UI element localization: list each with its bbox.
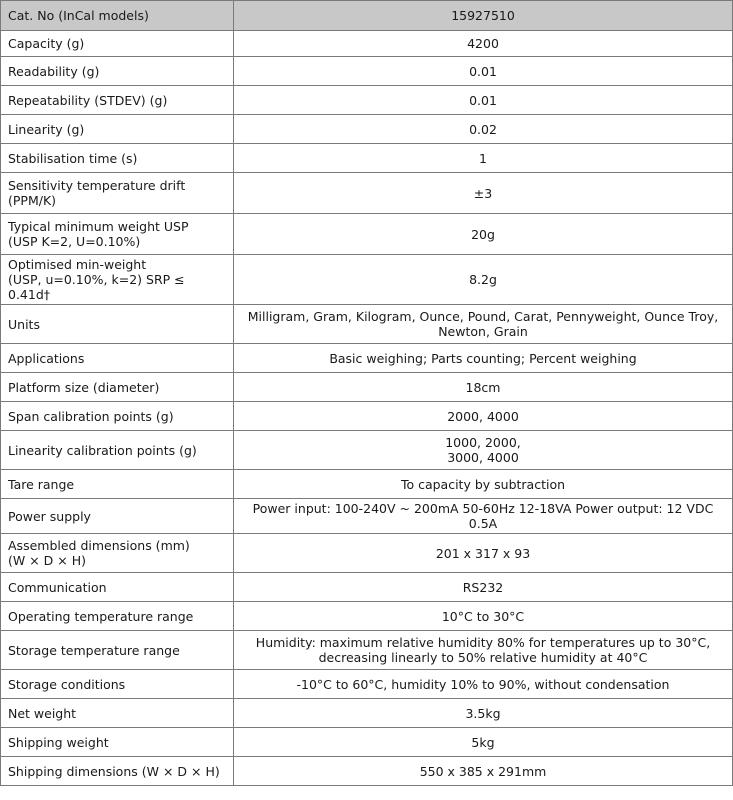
table-row bbox=[1, 670, 733, 699]
spec-label-cell bbox=[1, 728, 234, 757]
spec-value-line: 2000, 4000 bbox=[447, 408, 519, 424]
spec-value-cell bbox=[234, 670, 733, 699]
spec-label-cell bbox=[1, 402, 234, 431]
spec-value-cell bbox=[234, 57, 733, 86]
spec-label-line: Shipping weight bbox=[8, 734, 109, 750]
spec-label-line: (USP K=2, U=0.10%) bbox=[8, 234, 141, 249]
spec-value-cell bbox=[234, 602, 733, 631]
spec-value-cell bbox=[234, 344, 733, 373]
spec-label-line: Sensitivity temperature drift bbox=[8, 178, 186, 193]
spec-value-line: 4200 bbox=[467, 36, 499, 51]
spec-value-line: Basic weighing; Parts counting; Percent weighing bbox=[329, 350, 637, 366]
table-row bbox=[1, 499, 733, 534]
spec-value-line: Newton, Grain bbox=[438, 324, 528, 339]
spec-label-cell bbox=[1, 214, 234, 255]
spec-label-cell bbox=[1, 631, 234, 670]
spec-value-line: 3.5kg bbox=[465, 705, 501, 721]
spec-label-cell bbox=[1, 699, 234, 728]
header-value-cell: 15927510 bbox=[234, 1, 733, 31]
table-body bbox=[1, 31, 733, 786]
spec-value-line: decreasing linearly to 50% relative humidity at 40°C bbox=[318, 650, 648, 665]
spec-value-cell bbox=[234, 305, 733, 344]
table-row bbox=[1, 602, 733, 631]
spec-value-line: 5kg bbox=[471, 734, 495, 750]
spec-label-cell bbox=[1, 573, 234, 602]
spec-value-cell bbox=[234, 31, 733, 57]
spec-value-line: To capacity by subtraction bbox=[400, 476, 566, 492]
spec-label-cell bbox=[1, 255, 234, 305]
table-row bbox=[1, 255, 733, 305]
spec-value-line: ±3 bbox=[473, 185, 493, 201]
spec-label-cell bbox=[1, 115, 234, 144]
spec-label-line: Linearity (g) bbox=[8, 121, 85, 137]
table-row bbox=[1, 757, 733, 786]
table-row bbox=[1, 728, 733, 757]
spec-label-line: Shipping dimensions (W × D × H) bbox=[8, 763, 220, 779]
spec-label-cell bbox=[1, 670, 234, 699]
spec-label-cell bbox=[1, 470, 234, 499]
spec-label-cell bbox=[1, 757, 234, 786]
spec-value-cell bbox=[234, 214, 733, 255]
spec-label-line: Storage conditions bbox=[8, 676, 126, 692]
spec-label-cell bbox=[1, 144, 234, 173]
spec-value-line: 1 bbox=[479, 150, 487, 166]
spec-label-line: Tare range bbox=[8, 476, 75, 492]
spec-label-line: Repeatability (STDEV) (g) bbox=[8, 92, 168, 108]
spec-value-cell bbox=[234, 115, 733, 144]
spec-value-cell bbox=[234, 173, 733, 214]
spec-value-line: -10°C to 60°C, humidity 10% to 90%, without condensation bbox=[296, 676, 670, 692]
spec-value-line: 20g bbox=[471, 226, 495, 242]
table-row bbox=[1, 214, 733, 255]
table-row bbox=[1, 534, 733, 573]
table-row bbox=[1, 631, 733, 670]
spec-label-cell bbox=[1, 86, 234, 115]
spec-label-cell bbox=[1, 499, 234, 534]
spec-label-line: Capacity (g) bbox=[8, 36, 85, 51]
spec-value-line: 550 x 385 x 291mm bbox=[419, 763, 547, 779]
table-row bbox=[1, 31, 733, 57]
table-row bbox=[1, 173, 733, 214]
spec-label-line: Communication bbox=[8, 579, 107, 595]
table-row bbox=[1, 144, 733, 173]
header-label-cell: Cat. No (InCal models) bbox=[1, 1, 234, 31]
spec-value-line: 10°C to 30°C bbox=[441, 608, 525, 624]
spec-label-line: Units bbox=[8, 316, 40, 332]
spec-label-cell bbox=[1, 344, 234, 373]
spec-label-line: Readability (g) bbox=[8, 63, 100, 79]
spec-value-line: RS232 bbox=[462, 579, 504, 595]
table-row bbox=[1, 470, 733, 499]
spec-label-cell bbox=[1, 57, 234, 86]
spec-label-line: (USP, u=0.10%, k=2) SRP ≤ 0.41d† bbox=[8, 272, 185, 302]
spec-label-line: Platform size (diameter) bbox=[8, 379, 160, 395]
spec-value-cell bbox=[234, 728, 733, 757]
spec-value-cell bbox=[234, 431, 733, 470]
spec-value-line: 0.01 bbox=[469, 92, 497, 108]
table-header-row bbox=[1, 1, 733, 31]
table-row bbox=[1, 699, 733, 728]
spec-label-line: Applications bbox=[8, 350, 85, 366]
table-row bbox=[1, 431, 733, 470]
spec-label-line: Span calibration points (g) bbox=[8, 408, 174, 424]
spec-label-cell bbox=[1, 534, 234, 573]
spec-label-cell bbox=[1, 31, 234, 57]
spec-label-line: Stabilisation time (s) bbox=[8, 150, 138, 166]
spec-value-cell bbox=[234, 699, 733, 728]
spec-value-line: Humidity: maximum relative humidity 80% for temperatures up to 30°C, bbox=[255, 635, 711, 650]
spec-value-line: 18cm bbox=[465, 379, 501, 395]
spec-value-cell bbox=[234, 144, 733, 173]
spec-value-cell bbox=[234, 402, 733, 431]
table-row bbox=[1, 305, 733, 344]
spec-label-line: (PPM/K) bbox=[8, 193, 57, 208]
table-row bbox=[1, 402, 733, 431]
spec-value-line: Milligram, Gram, Kilogram, Ounce, Pound, Carat, Pennyweight, Ounce Troy, bbox=[247, 309, 719, 324]
spec-value-cell bbox=[234, 470, 733, 499]
spec-label-line: Linearity calibration points (g) bbox=[8, 442, 197, 458]
spec-label-line: (W × D × H) bbox=[8, 553, 86, 568]
table-row bbox=[1, 115, 733, 144]
spec-label-line: Storage temperature range bbox=[8, 642, 180, 658]
spec-label-line: Typical minimum weight USP bbox=[8, 219, 189, 234]
spec-value-line: Power input: 100-240V ~ 200mA 50-60Hz 12-18VA Power output: 12 VDC 0.5A bbox=[252, 501, 714, 531]
spec-value-cell bbox=[234, 86, 733, 115]
spec-value-cell bbox=[234, 573, 733, 602]
table-row bbox=[1, 344, 733, 373]
spec-label-line: Net weight bbox=[8, 705, 77, 721]
spec-label-line: Power supply bbox=[8, 508, 91, 524]
table-row bbox=[1, 57, 733, 86]
spec-value-cell bbox=[234, 499, 733, 534]
spec-label-cell bbox=[1, 305, 234, 344]
spec-value-line: 0.02 bbox=[469, 121, 497, 137]
spec-value-line: 3000, 4000 bbox=[447, 450, 519, 465]
spec-label-cell bbox=[1, 431, 234, 470]
table-row bbox=[1, 373, 733, 402]
spec-value-cell bbox=[234, 757, 733, 786]
spec-label-cell bbox=[1, 173, 234, 214]
spec-label-line: Operating temperature range bbox=[8, 608, 194, 624]
spec-label-line: Assembled dimensions (mm) bbox=[8, 538, 190, 553]
spec-value-line: 201 x 317 x 93 bbox=[435, 545, 531, 561]
spec-value-cell bbox=[234, 534, 733, 573]
spec-label-line: Optimised min-weight bbox=[8, 257, 147, 272]
spec-value-cell bbox=[234, 631, 733, 670]
table-row bbox=[1, 86, 733, 115]
spec-value-line: 1000, 2000, bbox=[445, 435, 521, 450]
spec-label-cell bbox=[1, 602, 234, 631]
spec-value-line: 0.01 bbox=[469, 63, 497, 79]
spec-value-cell bbox=[234, 373, 733, 402]
spec-value-line: 8.2g bbox=[469, 272, 497, 287]
spec-value-cell bbox=[234, 255, 733, 305]
spec-label-cell bbox=[1, 373, 234, 402]
table-row bbox=[1, 573, 733, 602]
